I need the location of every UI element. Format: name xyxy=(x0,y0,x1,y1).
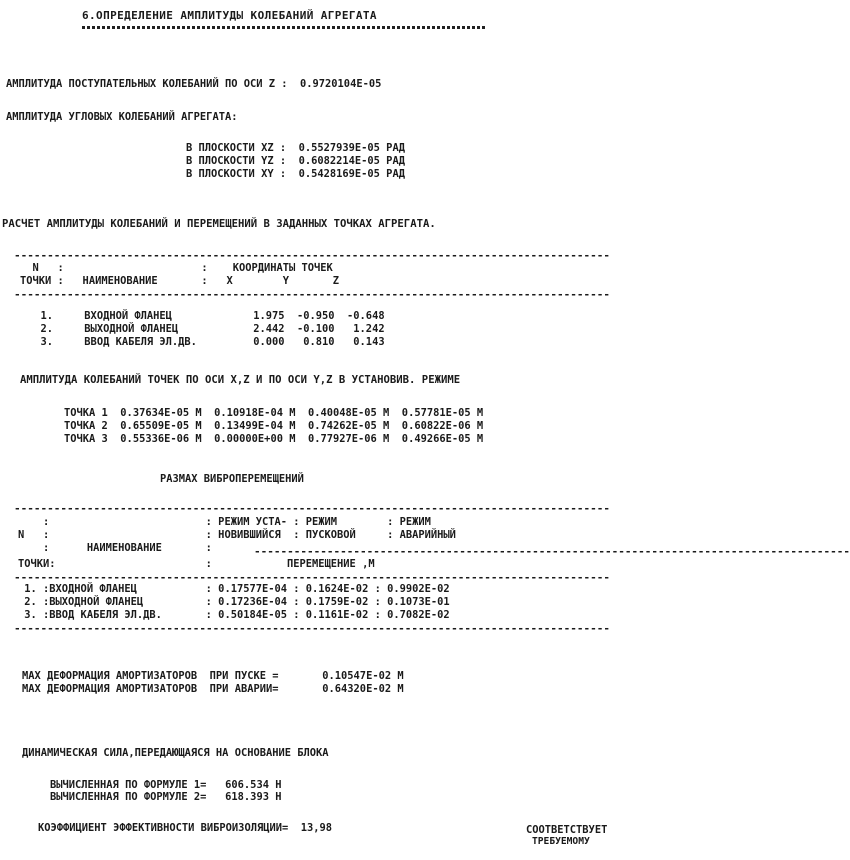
angular-heading: АМПЛИТУДА УГЛОВЫХ КОЛЕБАНИЙ АГРЕГАТА: xyxy=(6,111,238,123)
force-row: ВЫЧИСЛЕННАЯ ПО ФОРМУЛЕ 2= 618.393 Н xyxy=(50,791,282,803)
coord-table-row: 3. ВВОД КАБЕЛЯ ЭЛ.ДВ. 0.000 0.810 0.143 xyxy=(28,336,385,348)
range-table-row: 2. :ВЫХОДНОЙ ФЛАНЕЦ : 0.17236E-04 : 0.1759E-02 : 0.1073E-01 xyxy=(18,596,450,608)
coord-table-row: 1. ВХОДНОЙ ФЛАНЕЦ 1.975 -0.950 -0.648 xyxy=(28,310,385,322)
efficiency-line: КОЭФФИЦИЕНТ ЭФФЕКТИВНОСТИ ВИБРОИЗОЛЯЦИИ= 13,98 xyxy=(38,822,333,834)
amplitude-z-line: АМПЛИТУДА ПОСТУПАТЕЛЬНЫХ КОЛЕБАНИЙ ПО ОСИ Z : 0.9720104E-05 xyxy=(6,78,382,90)
angular-xy: В ПЛОСКОСТИ XY : 0.5428169E-05 РАД xyxy=(186,168,405,180)
range-table-header-2: N : : НОВИВШИЙСЯ : ПУСКОВОЙ : АВАРИЙНЫЙ xyxy=(18,529,456,541)
verdict-line-1: СООТВЕТСТВУЕТ xyxy=(526,824,608,836)
amp-row: ТОЧКА 2 0.65509E-05 М 0.13499E-04 М 0.74262E-05 М 0.60822E-06 М xyxy=(64,420,484,432)
range-table-bottom-rule: ------------------------------------------------------------------------------------------ xyxy=(14,622,611,635)
range-table-inner-rule: ------------------------------------------------------------------------------------------ xyxy=(254,545,850,558)
force-heading: ДИНАМИЧЕСКАЯ СИЛА,ПЕРЕДАЮЩАЯСЯ НА ОСНОВАНИЕ БЛОКА xyxy=(22,747,329,759)
calc-heading: РАСЧЕТ АМПЛИТУДЫ КОЛЕБАНИЙ И ПЕРЕМЕЩЕНИЙ В ЗАДАННЫХ ТОЧКАХ АГРЕГАТА. xyxy=(2,218,436,230)
amp-row: ТОЧКА 3 0.55336E-06 М 0.00000E+00 М 0.77927E-06 М 0.49266E-05 М xyxy=(64,433,484,445)
range-table-header-3: : НАИМЕНОВАНИЕ : xyxy=(18,542,212,554)
range-table-header-4: ТОЧКИ: : ПЕРЕМЕЩЕНИЕ ,М xyxy=(18,558,375,570)
range-table-row: 3. :ВВОД КАБЕЛЯ ЭЛ.ДВ. : 0.50184E-05 : 0.1161E-02 : 0.7082E-02 xyxy=(18,609,450,621)
amp-row: ТОЧКА 1 0.37634E-05 М 0.10918E-04 М 0.40048E-05 М 0.57781E-05 М xyxy=(64,407,484,419)
range-table-mid-rule: ------------------------------------------------------------------------------------------ xyxy=(14,571,611,584)
coord-table-mid-rule: ------------------------------------------------------------------------------------------ xyxy=(14,288,611,301)
coord-table-header-1: N : : КООРДИНАТЫ ТОЧЕК xyxy=(20,262,333,274)
verdict-line-2: ТРЕБУЕМОМУ xyxy=(532,836,590,847)
range-heading: РАЗМАХ ВИБРОПЕРЕМЕЩЕНИЙ xyxy=(160,473,304,485)
coord-table-top-rule: ------------------------------------------------------------------------------------------ xyxy=(14,249,611,262)
amp-heading: АМПЛИТУДА КОЛЕБАНИЙ ТОЧЕК ПО ОСИ X,Z И ПО ОСИ Y,Z В УСТАНОВИВ. РЕЖИМЕ xyxy=(20,374,461,386)
coord-table-row: 2. ВЫХОДНОЙ ФЛАНЕЦ 2.442 -0.100 1.242 xyxy=(28,323,385,335)
angular-xz: В ПЛОСКОСТИ XZ : 0.5527939E-05 РАД xyxy=(186,142,405,154)
title-underline xyxy=(82,26,486,29)
range-table-header-1: : : РЕЖИМ УСТА- : РЕЖИМ : РЕЖИМ xyxy=(18,516,431,528)
range-table-top-rule: ------------------------------------------------------------------------------------------ xyxy=(14,502,611,515)
angular-yz: В ПЛОСКОСТИ YZ : 0.6082214E-05 РАД xyxy=(186,155,405,167)
page-title: 6.ОПРЕДЕЛЕНИЕ АМПЛИТУДЫ КОЛЕБАНИЙ АГРЕГАТА xyxy=(82,9,377,22)
max-deformation-line: MAX ДЕФОРМАЦИЯ АМОРТИЗАТОРОВ ПРИ АВАРИИ= 0.64320E-02 М xyxy=(22,683,404,695)
coord-table-header-2: ТОЧКИ : НАИМЕНОВАНИЕ : X Y Z xyxy=(20,275,340,287)
force-row: ВЫЧИСЛЕННАЯ ПО ФОРМУЛЕ 1= 606.534 Н xyxy=(50,779,282,791)
max-deformation-line: MAX ДЕФОРМАЦИЯ АМОРТИЗАТОРОВ ПРИ ПУСКЕ = 0.10547E-02 М xyxy=(22,670,404,682)
range-table-row: 1. :ВХОДНОЙ ФЛАНЕЦ : 0.17577E-04 : 0.1624E-02 : 0.9902E-02 xyxy=(18,583,450,595)
